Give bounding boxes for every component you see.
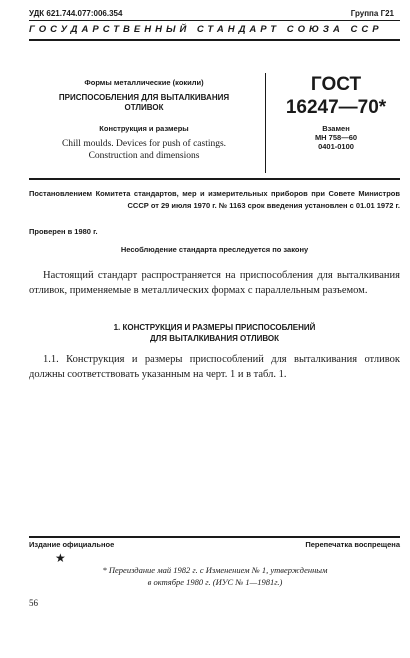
gost-designation: [272, 73, 400, 119]
title-block-bottom-rule: [29, 178, 400, 180]
main-title-line-2: ОТЛИВОК: [124, 103, 164, 112]
checked-year: Проверен в 1980 г.: [29, 227, 98, 236]
section-1-title-line-2: ДЛЯ ВЫТАЛКИВАНИЯ ОТЛИВОК: [149, 334, 279, 343]
star-icon: ★: [55, 551, 66, 565]
subtitle: Конструкция и размеры: [99, 124, 189, 133]
pre-title: Формы металлические (кокили): [84, 78, 204, 87]
decree-text: Постановлением Комитета стандартов, мер и измерительных приборов при Совете Министров СССР от 29 июля 1970 г. № 1163 срок введения установлен с 01.01 1972 г.: [29, 189, 400, 210]
header-divider: [29, 39, 400, 41]
reissue-note: [55, 564, 375, 588]
replaces-block: [272, 124, 400, 151]
section-1-title: [29, 322, 400, 344]
title-divider: [265, 73, 266, 173]
main-title: [29, 93, 259, 113]
group-code: Группа Г21: [350, 9, 394, 18]
reissue-note-line-1: * Переиздание май 1982 г. с Изменением № 1, утвержденным: [102, 565, 328, 575]
main-title-line-1: ПРИСПОСОБЛЕНИЯ ДЛЯ ВЫТАЛКИВАНИЯ: [58, 93, 230, 102]
top-rule: [29, 20, 400, 21]
gost-number: 16247—70*: [285, 97, 387, 118]
footer-rule: [29, 536, 400, 538]
intro-paragraph: Настоящий стандарт распространяется на приспособления для выталкивания отливок, применяемые в металлических формах с параллельным разъемом.: [29, 270, 400, 296]
udk-code: УДК 621.744.077:006.354: [29, 9, 123, 18]
replaces-label: Взамен: [322, 124, 350, 133]
noncompliance-notice: Несоблюдение стандарта преследуется по закону: [120, 245, 309, 254]
replaces-item-2: 0401-0100: [318, 142, 354, 151]
gost-label: ГОСТ: [310, 74, 362, 95]
english-title-line-1: Chill moulds. Devices for push of castings.: [61, 139, 227, 149]
official-edition: Издание официальное: [29, 540, 115, 549]
page-number: 56: [29, 598, 38, 608]
paragraph-1-1: 1.1. Конструкция и размеры приспособлений для выталкивания отливок должны соответствовать указанным на черт. 1 и в табл. 1.: [29, 354, 400, 380]
section-1-title-line-1: 1. КОНСТРУКЦИЯ И РАЗМЕРЫ ПРИСПОСОБЛЕНИЙ: [113, 323, 316, 332]
english-title-line-2: Construction and dimensions: [88, 151, 200, 161]
reprint-prohibited: Перепечатка воспрещена: [305, 540, 400, 549]
english-title: [29, 138, 259, 162]
reissue-note-line-2: в октябре 1980 г. (ИУС № 1—1981г.): [147, 577, 283, 587]
standard-title: ГОСУДАРСТВЕННЫЙ СТАНДАРТ СОЮЗА ССР: [29, 24, 383, 35]
replaces-item-1: МН 758—60: [314, 133, 358, 142]
